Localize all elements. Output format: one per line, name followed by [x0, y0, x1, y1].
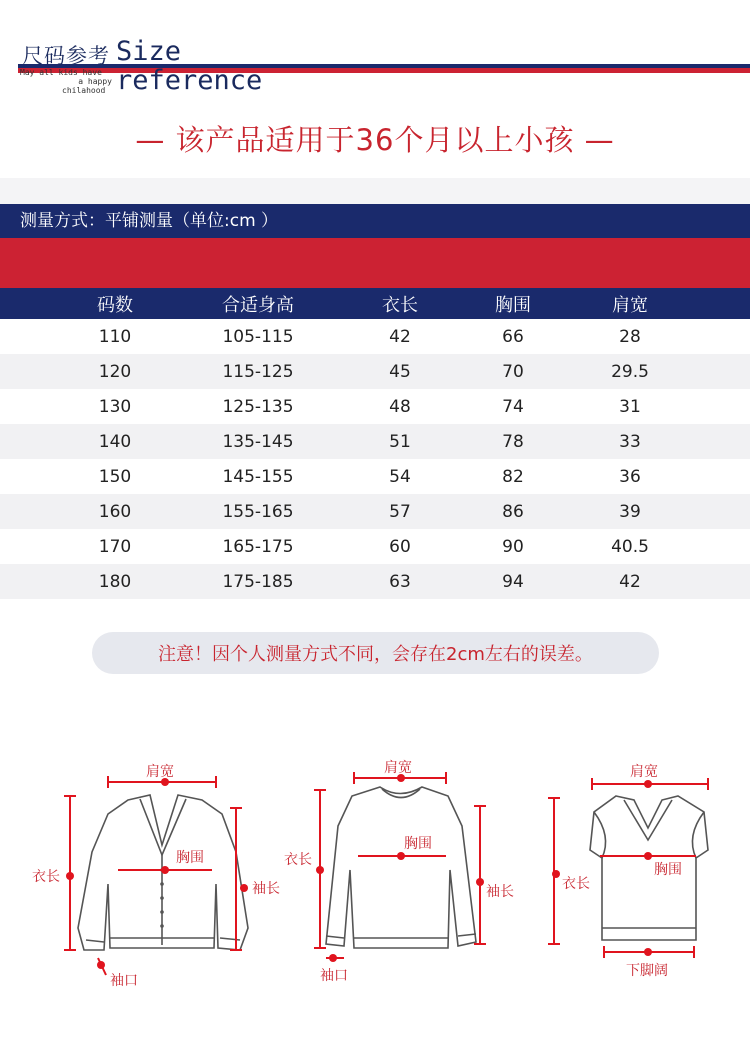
cell-length: 45 — [389, 361, 411, 382]
cell-shoulder: 40.5 — [611, 536, 649, 557]
cell-shoulder: 39 — [619, 501, 641, 522]
cell-height: 175-185 — [222, 571, 294, 592]
cell-size: 110 — [98, 326, 132, 347]
sweater-sleeve-label: 袖长 — [486, 884, 514, 900]
cell-chest: 74 — [502, 396, 524, 417]
sweater-length-label: 衣长 — [284, 852, 312, 868]
sweater-shoulder-label: 肩宽 — [384, 760, 412, 776]
header-title-cn: 尺码参考 — [22, 44, 110, 68]
cell-length: 51 — [389, 431, 411, 452]
table-row — [0, 494, 750, 529]
table-row — [0, 319, 750, 354]
vest-shoulder-label: 肩宽 — [630, 764, 658, 780]
cell-length: 42 — [389, 326, 411, 347]
cell-shoulder: 33 — [619, 431, 641, 452]
cell-size: 130 — [98, 396, 132, 417]
sweater-body — [326, 787, 476, 948]
cell-shoulder: 36 — [619, 466, 641, 487]
cell-shoulder: 29.5 — [611, 361, 649, 382]
cell-chest: 66 — [502, 326, 524, 347]
cell-size: 150 — [98, 466, 132, 487]
measure-method-bar: 测量方式：平铺测量（单位:cm ） — [0, 204, 750, 238]
cell-chest: 94 — [502, 571, 524, 592]
cardigan-chest-label: 胸围 — [176, 850, 204, 866]
cell-length: 54 — [389, 466, 411, 487]
cell-size: 120 — [98, 361, 132, 382]
cell-length: 60 — [389, 536, 411, 557]
header-title-size: Size — [116, 36, 182, 67]
vest-diagram — [590, 796, 708, 940]
cell-shoulder: 42 — [619, 571, 641, 592]
garment-measurement-diagram — [0, 740, 750, 1040]
table-header — [0, 288, 750, 319]
header-tagline — [20, 68, 112, 95]
sweater-diagram — [326, 787, 476, 948]
cell-chest: 90 — [502, 536, 524, 557]
header-title-reference: reference — [116, 65, 263, 96]
top-band — [0, 178, 750, 204]
cell-size: 140 — [98, 431, 132, 452]
header-height: 合适身高 — [222, 294, 294, 316]
cell-height: 105-115 — [222, 326, 294, 347]
cell-height: 165-175 — [222, 536, 294, 557]
vest-chest-label: 胸围 — [654, 862, 682, 878]
cardigan-length-label: 衣长 — [32, 869, 60, 885]
table-row — [0, 389, 750, 424]
cell-height: 145-155 — [222, 466, 294, 487]
tagline-line-1: May all kids have — [20, 68, 102, 77]
table-row — [0, 459, 750, 494]
cell-height: 115-125 — [222, 361, 294, 382]
tagline-line-3: chilahood — [62, 86, 106, 95]
cell-height: 155-165 — [222, 501, 294, 522]
sweater-chest-label: 胸围 — [404, 836, 432, 852]
header-shoulder: 肩宽 — [612, 294, 648, 316]
cardigan-cuff-label: 袖口 — [110, 973, 138, 989]
cardigan-shoulder-label: 肩宽 — [146, 764, 174, 780]
measurement-note: 注意！因个人测量方式不同，会存在2cm左右的误差。 — [92, 632, 659, 674]
table-row — [0, 564, 750, 599]
cell-chest: 70 — [502, 361, 524, 382]
table-row — [0, 354, 750, 389]
header-size: 码数 — [97, 294, 133, 316]
cell-shoulder: 31 — [619, 396, 641, 417]
header-chest: 胸围 — [495, 294, 531, 316]
table-row — [0, 424, 750, 459]
cell-height: 125-135 — [222, 396, 294, 417]
sweater-cuff-label: 袖口 — [320, 968, 348, 984]
cell-size: 160 — [98, 501, 132, 522]
age-subtitle: — 该产品适用于36个月以上小孩 — — [135, 123, 615, 157]
cell-size: 170 — [98, 536, 132, 557]
cell-height: 135-145 — [222, 431, 294, 452]
cardigan-sleeve-label: 袖长 — [252, 881, 280, 897]
vest-length-label: 衣长 — [562, 876, 590, 892]
cell-length: 57 — [389, 501, 411, 522]
cell-length: 48 — [389, 396, 411, 417]
cell-length: 63 — [389, 571, 411, 592]
cell-chest: 86 — [502, 501, 524, 522]
cell-chest: 82 — [502, 466, 524, 487]
cell-chest: 78 — [502, 431, 524, 452]
cell-shoulder: 28 — [619, 326, 641, 347]
cell-size: 180 — [98, 571, 132, 592]
vest-body — [590, 796, 708, 940]
red-divider-bar — [0, 238, 750, 288]
header-length: 衣长 — [382, 294, 418, 316]
vest-hem-label: 下脚阔 — [626, 963, 668, 979]
table-row — [0, 529, 750, 564]
tagline-line-2: a happy — [78, 77, 112, 86]
